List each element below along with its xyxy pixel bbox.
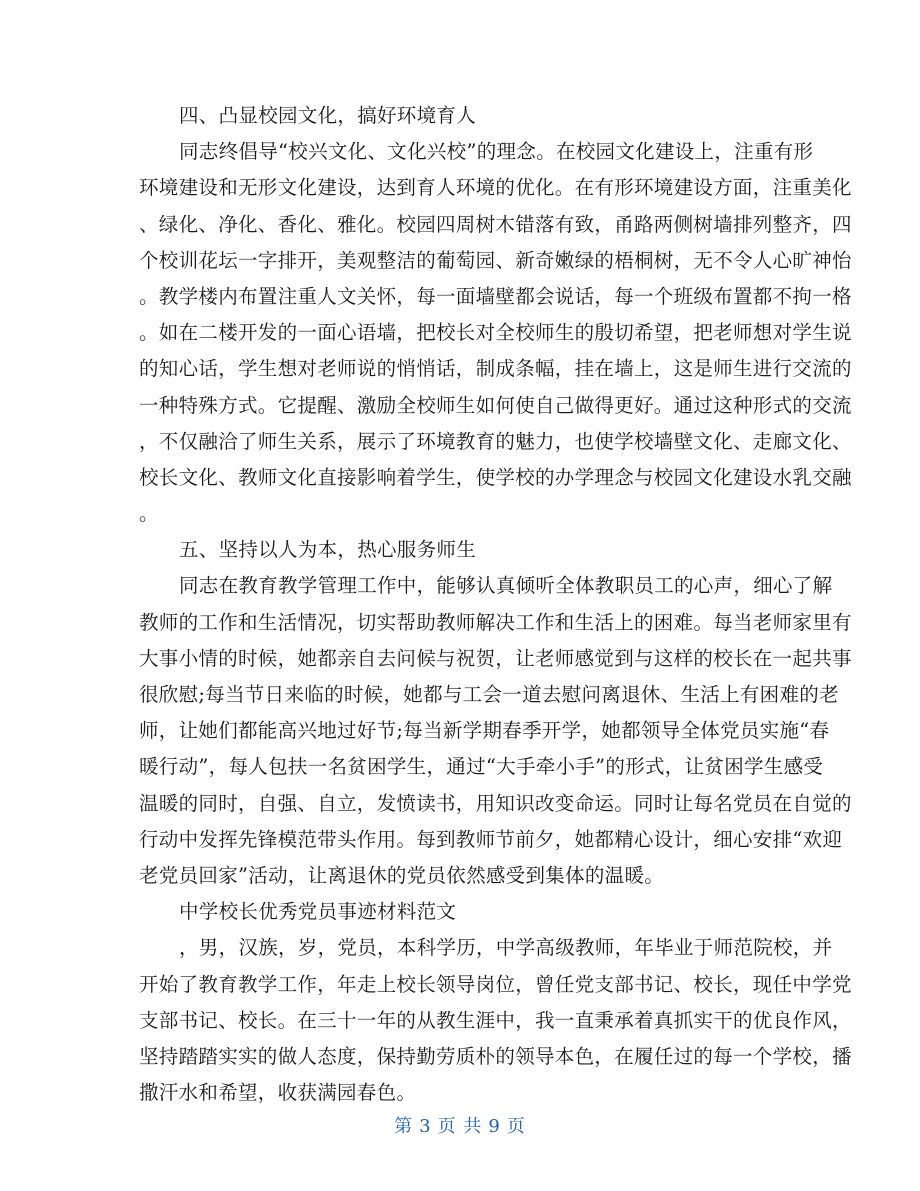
text-line: 环境建设和无形文化建设，达到育人环境的优化。在有形环境建设方面，注重美化: [139, 176, 852, 200]
text-line: 校长文化、教师文化直接影响着学生，使学校的办学理念与校园文化建设水乳交融: [139, 465, 852, 489]
text-line: 。: [139, 502, 159, 526]
text-line: 中学校长优秀党员事迹材料范文: [179, 900, 457, 924]
text-line: 一种特殊方式。它提醒、激励全校师生如何使自己做得更好。通过这种形式的交流: [139, 393, 852, 417]
document-body: [139, 98, 852, 1111]
text-line: 行动中发挥先锋模范带头作用。每到教师节前夕，她都精心设计，细心安排“欢迎: [139, 827, 843, 851]
text-line: ，不仅融洽了师生关系，展示了环境教育的魅力，也使学校墙壁文化、走廊文化、: [139, 429, 852, 453]
text-line: 师，让她们都能高兴地过好节;每当新学期春季开学，她都领导全体党员实施“春: [139, 719, 830, 743]
text-line: 同志终倡导“校兴文化、文化兴校”的理念。在校园文化建设上，注重有形: [179, 140, 814, 164]
text-line: 撒汗水和希望，收获满园春色。: [139, 1081, 417, 1105]
text-line: 、绿化、净化、香化、雅化。校园四周树木错落有致，甬路两侧树墙排列整齐，四: [139, 212, 852, 236]
text-line: 支部书记、校长。在三十一年的从教生涯中，我一直秉承着真抓实干的优良作风，: [139, 1008, 852, 1032]
text-line: 大事小情的时候，她都亲自去问候与祝贺，让老师感觉到与这样的校长在一起共事: [139, 646, 852, 670]
text-line: ，男，汉族，岁，党员，本科学历，中学高级教师，年毕业于师范院校，并: [179, 936, 833, 960]
text-line: 开始了教育教学工作，年走上校长领导岗位，曾任党支部书记、校长，现任中学党: [139, 972, 852, 996]
text-line: 坚持踏踏实实的做人态度，保持勤劳质朴的领导本色，在履任过的每一个学校，播: [139, 1044, 852, 1068]
page-footer: [0, 1112, 920, 1138]
footer-total-pages: 9: [488, 1116, 501, 1137]
text-line: 暖行动”，每人包扶一名贫困学生，通过“大手牵小手”的形式，让贫困学生感受: [139, 755, 824, 779]
text-line: 个校训花坛一字排开，美观整洁的葡萄园、新奇嫩绿的梧桐树，无不令人心旷神怡: [139, 248, 852, 272]
footer-prefix: 第: [394, 1116, 414, 1137]
text-line: 。如在二楼开发的一面心语墙，把校长对全校师生的殷切希望，把老师想对学生说: [139, 321, 852, 345]
text-line: 四、凸显校园文化，搞好环境育人: [179, 104, 477, 127]
text-line: 。教学楼内布置注重人文关怀，每一面墙壁都会说话，每一个班级布置都不拘一格: [139, 284, 852, 308]
text-line: 很欣慰;每当节日来临的时候，她都与工会一道去慰问离退休、生活上有困难的老: [139, 683, 839, 706]
text-line: 温暖的同时，自强、自立，发愤读书，用知识改变命运。同时让每名党员在自觉的: [139, 791, 852, 815]
footer-page-number: 3: [419, 1116, 432, 1137]
text-line: 的知心话，学生想对老师说的悄悄话，制成条幅，挂在墙上，这是师生进行交流的: [139, 357, 852, 381]
footer-middle: 页 共: [437, 1116, 483, 1137]
text-line: 五、坚持以人为本，热心服务师生: [179, 538, 477, 562]
text-line: 同志在教育教学管理工作中，能够认真倾听全体教职员工的心声，细心了解: [179, 574, 833, 598]
text-line: 老党员回家”活动，让离退休的党员依然感受到集体的温暖。: [139, 863, 665, 887]
text-line: 教师的工作和生活情况，切实帮助教师解决工作和生活上的困难。每当老师家里有: [139, 610, 852, 634]
footer-suffix: 页: [506, 1116, 526, 1137]
